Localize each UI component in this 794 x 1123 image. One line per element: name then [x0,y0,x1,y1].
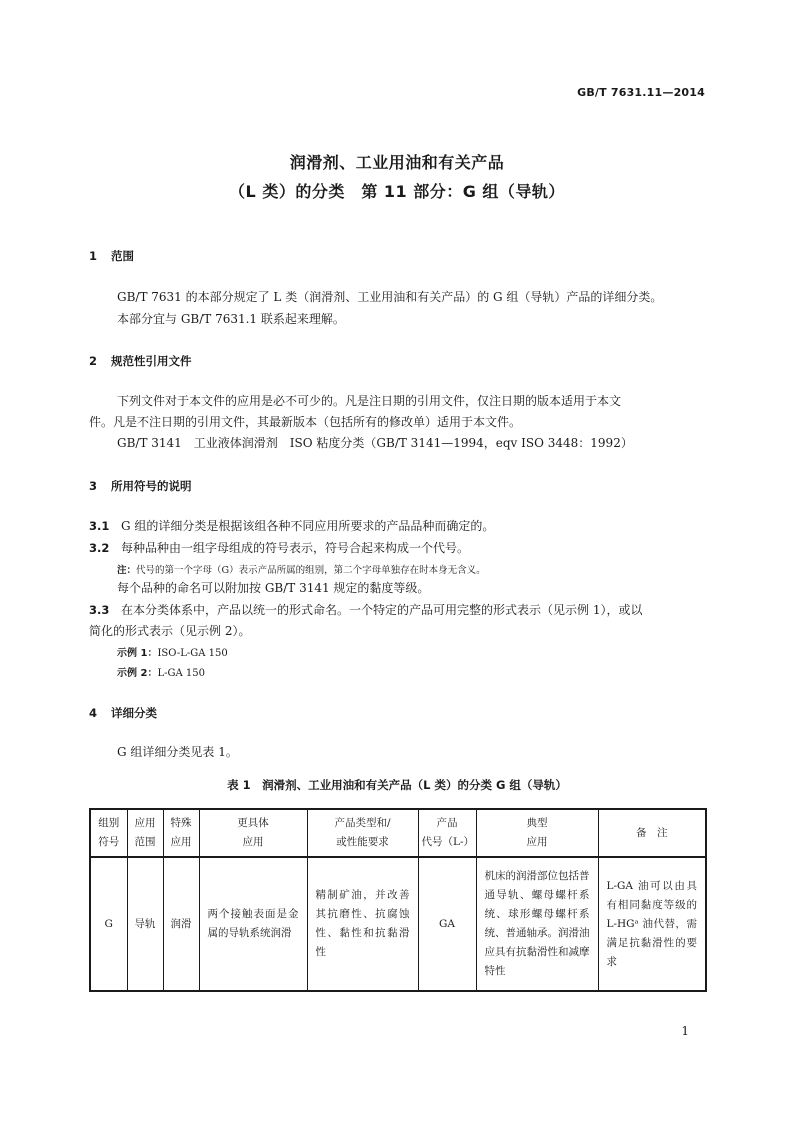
section-title: 范围 [111,249,134,263]
clause-3-3-line2: 简化的形式表示（见示例 2）。 [89,624,251,638]
header-application-scope: 应用 范围 [127,809,163,857]
standard-code: GB/T 7631.11—2014 [577,86,705,99]
header-special-application: 特殊 应用 [163,809,199,857]
page-number: 1 [681,1024,689,1038]
example-text: L-GA 150 [157,668,205,679]
example-text: ISO-L-GA 150 [157,648,228,659]
clause-number: 3.3 [89,603,110,617]
document-title-line1: 润滑剂、工业用油和有关产品 [289,153,505,172]
cell-typical-application: 机床的润滑部位包括普通导轨、螺母螺杆系统、球形螺母螺杆系统、普通轴承。润滑油应具有抗黏滑性和减摩特性 [476,857,598,991]
clause-text: 在本分类体系中，产品以统一的形式命名。一个特定的产品可用完整的形式表示（见示例 1），或以 [121,603,643,617]
cell-product-code: GA [418,857,476,991]
cell-group-symbol: G [90,857,127,991]
header-product-code: 产品 代号（L-） [418,809,476,857]
example-label: 示例 1： [117,648,158,659]
cell-remarks: L-GA 油可以由具有相同黏度等级的 L-HGᵃ 油代替，需满足抗黏滑性的要求 [598,857,706,991]
classification-table [89,808,707,992]
header-group-symbol: 组别 符号 [90,809,127,857]
sec2-paragraph-line1: 下列文件对于本文件的应用是必不可少的。凡是注日期的引用文件，仅注日期的版本适用于本文 [117,394,622,408]
example-label: 示例 2： [117,668,158,679]
sec2-paragraph-line2: 件。凡是不注日期的引用文件，其最新版本（包括所有的修改单）适用于本文件。 [89,415,522,429]
section-4-heading [89,705,157,721]
sec1-paragraph-1: GB/T 7631 的本部分规定了 L 类（润滑剂、工业用油和有关产品）的 G 组（导轨）产品的详细分类。 [117,290,663,304]
section-title: 规范性引用文件 [111,354,192,368]
section-number: 4 [89,706,98,720]
header-typical-application: 典型 应用 [476,809,598,857]
note-label: 注： [117,565,137,576]
cell-special-application: 润滑 [163,857,199,991]
section-number: 3 [89,479,98,493]
clause-3-3 [89,601,642,618]
table-row [90,857,706,991]
section-number: 2 [89,354,98,368]
clause-3-2 [89,539,469,556]
section-number: 1 [89,249,98,263]
header-product-type: 产品类型和/ 或性能要求 [307,809,418,857]
header-remarks: 备 注 [598,809,706,857]
cell-specific-application: 两个接触表面是金属的导轨系统润滑 [199,857,307,991]
section-2-heading [89,353,192,369]
table-caption: 表 1 润滑剂、工业用油和有关产品（L 类）的分类 G 组（导轨） [227,778,567,792]
normative-reference: GB/T 3141 工业液体润滑剂 ISO 粘度分类（GB/T 3141—1994，eqv ISO 3448：1992） [117,436,633,450]
clause-3-2-continued: 每个品种的命名可以附加按 GB/T 3141 规定的黏度等级。 [117,581,430,595]
example-1 [117,644,228,659]
clause-text: 每种品种由一组字母组成的符号表示，符号合起来构成一个代号。 [121,541,470,555]
section-title: 详细分类 [111,706,157,720]
document-title-line2: （L 类）的分类 第 11 部分：G 组（导轨） [229,182,565,201]
cell-application-scope: 导轨 [127,857,163,991]
sec4-paragraph: G 组详细分类见表 1。 [117,745,238,759]
note [117,562,486,576]
note-text: 代号的第一个字母（G）表示产品所属的组别，第二个字母单独存在时本身无含义。 [136,565,486,576]
clause-number: 3.2 [89,541,110,555]
clause-text: G 组的详细分类是根据该组各种不同应用所要求的产品品种而确定的。 [121,519,495,533]
sec1-paragraph-2: 本部分宜与 GB/T 7631.1 联系起来理解。 [117,312,345,326]
example-2 [117,664,205,679]
section-title: 所用符号的说明 [111,479,192,493]
clause-3-1 [89,517,494,534]
cell-product-type: 精制矿油，并改善其抗磨性、抗腐蚀性、黏性和抗黏滑性 [307,857,418,991]
header-specific-application: 更具体 应用 [199,809,307,857]
clause-number: 3.1 [89,519,110,533]
table-header-row [90,809,706,857]
section-1-heading [89,248,134,264]
section-3-heading [89,478,192,494]
